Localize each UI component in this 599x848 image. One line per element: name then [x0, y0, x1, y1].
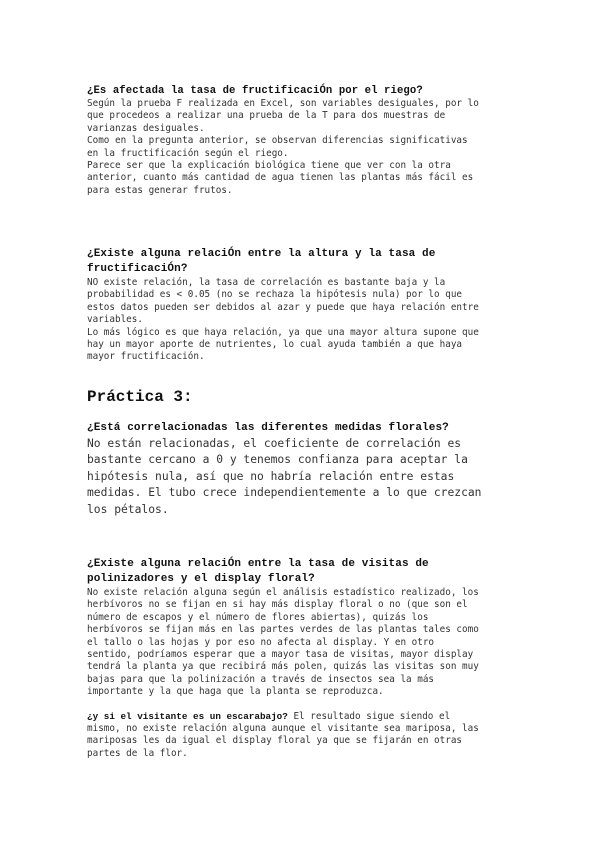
- question-heading: ¿Existe alguna relaciÓn entre la tasa de visitas de polinizadores y el display floral?: [87, 558, 429, 585]
- followup-question: ¿y si el visitante es un escarabajo?: [87, 710, 288, 722]
- question-heading: ¿Está correlacionadas las diferentes medidas florales?: [87, 422, 449, 434]
- question-heading: ¿Es afectada la tasa de fructificaciÓn por el riego?: [87, 85, 423, 97]
- section-medidas-florales: [87, 421, 515, 518]
- paragraph: Según la prueba F realizada en Excel, son variables desiguales, por lo que procedeos a realizar una prueba de la T para dos muestras de varianzas desiguales.: [87, 98, 479, 134]
- paragraph: Lo más lógico es que haya relación, ya que una mayor altura supone que hay un mayor aporte de nutrientes, lo cual ayuda también a que haya mayor fructificación.: [87, 326, 479, 363]
- paragraph: No existe relación alguna según el análisis estadístico realizado, los herbívoros no se fijan en si hay más display floral o no (que son el número de escapos y el número de flores abiertas), quizás los herbívoros se fijan más en las partes verdes de las plantas tales como el tallo o las hojas y por eso no afecta al display. Y en otro sentido, podríamos esperar que a mayor tasa de visitas, mayor display tendrá la planta ya que recibirá más polen, quizás las visitas son muy bajas para que la polinización a través de insectos sea la más importante y la que haga que la planta se reproduzca.: [87, 587, 479, 698]
- section-polinizadores: [87, 557, 515, 760]
- section-altura: [87, 247, 515, 364]
- section-riego: [87, 84, 515, 197]
- followup-answer: El resultado sigue siendo el mismo, no existe relación alguna aunque el visitante sea mariposa, las mariposas les da igual el display floral ya que se fijarán en otras partes de la flor.: [87, 710, 479, 759]
- paragraph: No están relacionadas, el coeficiente de correlación es bastante cercano a 0 y tenemos confianza para aceptar la hipótesis nula, así que no habría relación entre estas medidas. El tubo crece independientemente a lo que crezcan los pétalos.: [87, 437, 482, 516]
- paragraph: NO existe relación, la tasa de correlación es bastante baja y la probabilidad es < 0.05 (no se rechaza la hipótesis nula) por lo que estos datos pueden ser debidos al azar y puede que haya relación entre variables.: [87, 277, 479, 326]
- followup-paragraph: [87, 711, 515, 761]
- paragraph: Como en la pregunta anterior, se observan diferencias significativas en la fructificación según el riego.: [87, 135, 468, 159]
- paragraph: Parece ser que la explicación biológica tiene que ver con la otra anterior, cuanto más cantidad de agua tienen las plantas más fácil es para estas generar frutos.: [87, 160, 474, 196]
- section-title: Práctica 3:: [87, 388, 193, 406]
- question-heading: ¿Existe alguna relaciÓn entre la altura y la tasa de fructificaciÓn?: [87, 248, 436, 275]
